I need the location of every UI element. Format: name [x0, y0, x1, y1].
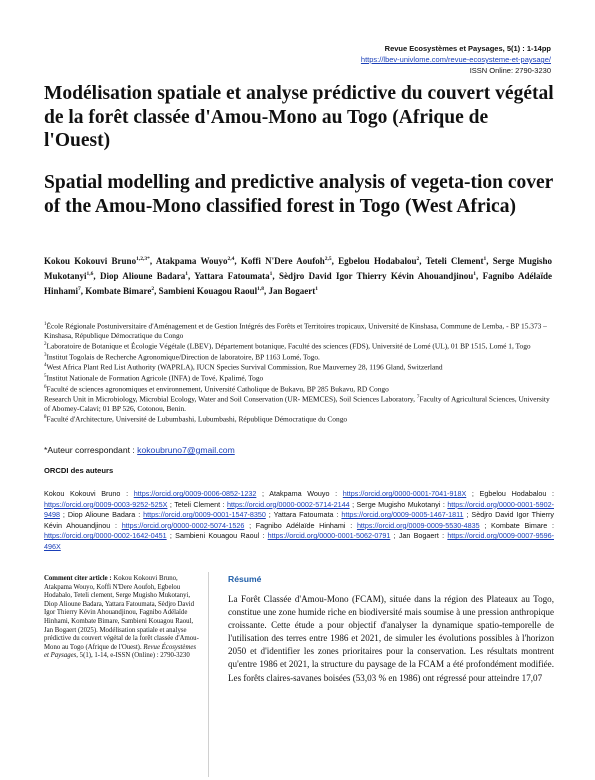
orcid-author-name: Serge Mugisho Mukotanyi: [356, 499, 441, 509]
orcid-author-name: Sèdjro David Igor Thierry Kévin Ahouandjinou: [44, 510, 554, 530]
journal-name: Revue Ecosystèmes et Paysages, 5(1) : 1-14pp: [384, 44, 551, 53]
orcid-author-name: Yattara Fatoumata: [273, 510, 334, 520]
journal-issn: ISSN Online: 2790-3230: [469, 66, 551, 75]
citation-text-end: , 5(1), 1-14, e-ISSN (Online) : 2790-3230: [76, 652, 190, 660]
orcid-author-name: Diop Alioune Badara: [67, 510, 136, 520]
author-affil-sup: 7: [78, 286, 81, 292]
orcid-link[interactable]: https://orcid.org/0000-0001-5902-9498: [44, 499, 554, 520]
orcid-author-name: Egbelou Hodabalou: [479, 489, 547, 498]
journal-url-link[interactable]: https://lbev-univlome.com/revue-ecosysteme-et-paysage/: [360, 55, 551, 64]
orcid-heading: ORCDI des auteurs: [44, 466, 114, 475]
author-affil-sup: 1,6: [86, 271, 94, 277]
author-affil-sup: 2: [416, 256, 420, 262]
author-list: Kokou Kokouvi Bruno$^{1,2,3*}$, Atakpama Wouyo$^{2,4}$, Koffi N'Dere Aoufoh$^{2,5}$, Egbelou Hodabalou$^2$, Teteli Clement$^1$, Serge Mugisho Mukotanyi$^{1,6}$, Diop Alioune Badara$^1$, Yattara Fatoumata$^1$, Sèdjro David Igor Thierry Kévin Ahouandjinou$^1$, Fagnibo Adélaïde Hinhami$^7$, Kombate Bimare$^2$, Sambieni Kouagou Raoul$^{1,8}$, Jan Bogaert$^1$: [44, 256, 553, 296]
affiliation-item: $^8$Faculté d'Architecture, Université de Lubumbashi, Lubumbashi, République Démocratique du Congo: [44, 414, 348, 424]
author-name: Sambieni Kouagou Raoul: [158, 286, 258, 296]
author-affil-sup: 1: [269, 271, 273, 277]
author-name: Atakpama Wouyo: [155, 256, 228, 266]
corresponding-author: [44, 445, 235, 455]
citation-label: Comment citer article :: [44, 575, 112, 582]
orcid-link[interactable]: https://orcid.org/0000-0002-5074-1526: [121, 520, 245, 530]
author-name: Kokou Kokouvi Bruno: [44, 256, 137, 266]
citation-journal: Revue Écosystèmes et Paysages: [44, 643, 197, 660]
author-affil-sup: 2,4: [227, 256, 235, 262]
orcid-link[interactable]: https://orcid.org/0000-0001-7041-918X: [342, 489, 467, 498]
author-name: Koffi N'Dere Aoufoh: [240, 256, 325, 266]
affiliations: [44, 320, 554, 424]
author-affil-sup: 1,2,3*: [136, 256, 150, 262]
orcid-author-name: Fagnibo Adélaïde Hinhami: [255, 520, 346, 530]
orcid-list: Kokou Kokouvi Bruno : https://orcid.org/0009-0006-0852-1232 ; Atakpama Wouyo : https://orcid.org/0000-0001-7041-918X ; Egbelou Hodabalou : https://orcid.org/0009-0003-9252-525X ; Teteli Clement : https://orcid.org/0000-0002-5714-2144 ; Serge Mugisho Mukotanyi : https://orcid.org/0000-0001-5902-9498 ; Diop Alioune Badara : https://orcid.org/0009-0001-1547-8350 ; Yattara Fatoumata : https://orcid.org/0009-0005-1467-1811 ; Sèdjro David Igor Thierry Kévin Ahouandjinou : https://orcid.org/0000-0002-5074-1526 ; Fagnibo Adélaïde Hinhami : https://orcid.org/0009-0009-5530-4835 ; Kombate Bimare : https://orcid.org/0000-0002-1642-0451 ; Sambieni Kouagou Raoul : https://orcid.org/0000-0001-5062-0791 ; Jan Bogaert : https://orcid.org/0009-0007-9596-496X: [44, 489, 554, 551]
author-name: Teteli Clement: [425, 256, 484, 266]
author-name: Yattara Fatoumata: [194, 271, 270, 281]
abstract-heading: Résumé: [228, 574, 262, 584]
affiliation-item: $^2$Laboratoire de Botanique et Écologie Végétale (LBEV), Département botanique, Faculté des sciences (FDS), Université de Lomé (UL), 01 BP 1515, Lomé 1, Togo: [44, 341, 531, 351]
author-affil-sup: 1,8: [257, 286, 264, 292]
affiliation-item: $^3$Institut Togolais de Recherche Agronomique/Direction de laboratoire, BP 1163 Lomé, Togo.: [44, 352, 320, 362]
orcid-link[interactable]: https://orcid.org/0009-0006-0852-1232: [133, 489, 257, 498]
orcid-link[interactable]: https://orcid.org/0009-0007-9596-496X: [44, 531, 554, 551]
orcid-author-name: Kombate Bimare: [491, 520, 548, 530]
affiliation-item: Research Unit in Microbiology, Microbial Ecology, Water and Soil Conservation (UR- MEMCES), Soil Sciences Laboratory, $^7$Faculty of Agricultural Sciences, University of Abomey-Calavi; 01 BP 526, Cotonou, Benin.: [44, 394, 550, 413]
corresponding-label: *Auteur correspondant :: [44, 445, 135, 455]
author-name: Jan Bogaert: [268, 286, 316, 296]
author-name: Egbelou Hodabalou: [338, 256, 417, 266]
author-affil-sup: 1: [315, 286, 318, 292]
orcid-author-name: Jan Bogaert: [398, 531, 439, 541]
orcid-link[interactable]: https://orcid.org/0000-0002-5714-2144: [227, 499, 350, 509]
orcid-link[interactable]: https://orcid.org/0009-0001-1547-8350: [143, 510, 266, 520]
author-name: Fagnibo Adélaïde Hinhami: [44, 271, 553, 296]
author-affil-sup: 1: [185, 271, 188, 277]
author-name: Serge Mugisho Mukotanyi: [44, 256, 553, 281]
affiliation-item: $^6$Faculté de sciences agronomiques et environnement, Université Catholique de Bukavu, BP 285 Bukavu, RD Congo: [44, 384, 389, 394]
author-name: Kombate Bimare: [85, 286, 152, 296]
title-english: Spatial modelling and predictive analysis of vegeta-tion cover of the Amou-Mono classified forest in Togo (West Africa): [44, 172, 553, 217]
affiliation-item: $^1$École Régionale Postuniversitaire d'Aménagement et de Gestion Intégrés des Forêts et Territoires tropicaux, Université de Kinshasa, Commune de Lemba, - BP 15.373 – Kinshasa, République Démocratique du Congo: [44, 321, 547, 340]
affiliation-item: $^5$Institut Nationale de Formation Agricole (INFA) de Tové, Kpalimé, Togo: [44, 373, 264, 383]
corresponding-email-link[interactable]: kokoubruno7@gmail.com: [137, 445, 235, 455]
orcid-author-name: Sambieni Kouagou Raoul: [175, 531, 260, 541]
author-affil-sup: 1: [473, 271, 477, 277]
orcid-author-name: Kokou Kokouvi Bruno: [44, 489, 121, 498]
author-affil-sup: 1: [483, 256, 487, 262]
author-name: Sèdjro David Igor Thierry Kévin Ahouandjinou: [278, 271, 474, 281]
citation-box: [44, 575, 202, 661]
orcid-link[interactable]: https://orcid.org/0009-0009-5530-4835: [356, 520, 480, 530]
orcid-author-name: Atakpama Wouyo: [269, 489, 330, 498]
orcid-author-name: Teteli Clement: [174, 499, 221, 509]
author-affil-sup: 2: [151, 286, 155, 292]
orcid-link[interactable]: https://orcid.org/0009-0003-9252-525X: [44, 499, 168, 509]
abstract-text: La Forêt Classée d'Amou-Mono (FCAM), située dans la région des Plateaux au Togo, constitue une zone humide riche en biodiversité mais soumise à une pression anthropique croissante. Cette étude a pour objectif d'analyser la dynamique spatio-temporelle de l'utilisation des terres entre 1986 et 2021, de simuler les évolutions possibles à l'horizon 2050 et d'identifier les zones prioritaires pour la conservation. Les résultats montrent qu'entre 1986 et 2021, la structure du paysage de la FCAM a été profondément modifiée. Les forêts claires-savanes boisées (53,03 % en 1986) ont régressé pour atteindre 17,07: [228, 594, 554, 683]
orcid-link[interactable]: https://orcid.org/0000-0002-1642-0451: [44, 531, 167, 541]
orcid-link[interactable]: https://orcid.org/0009-0005-1467-1811: [341, 510, 464, 520]
title-french: Modélisation spatiale et analyse prédictive du couvert végétal de la forêt classée d'Amou-Mono au Togo (Afrique de l'Ouest): [44, 83, 554, 151]
journal-header: [361, 43, 551, 76]
orcid-link[interactable]: https://orcid.org/0000-0001-5062-0791: [267, 531, 391, 541]
author-affil-sup: 2,5: [324, 256, 332, 262]
column-divider: [208, 572, 209, 777]
affiliation-item: $^4$West Africa Plant Red List Authority (WAPRLA), IUCN Species Survival Commission, Rue Mauverney 28, 1196 Gland, Switzerland: [44, 362, 443, 372]
author-name: Diop Alioune Badara: [100, 271, 186, 281]
citation-text: Kokou Kokouvi Bruno, Atakpama Wouyo, Koffi N'Dere Aoufoh, Egbelou Hodabalo, Teteli clement, Serge Mugisho Mukotanyi, Diop Alioune Badara, Yattara Fatoumata, Sèdjro David Igor Thierry Kévin Ahouandjinou, Fagnibo Adélaïde Hinhami, Kombate Bimare, Sambieni Kouagou Raoul, Jan Bogaert (2025). Modélisation spatiale et analyse prédictive du couvert végétal de la forêt classée d'Amou-Mono au Togo (Afrique de l'Ouest).: [44, 575, 199, 651]
